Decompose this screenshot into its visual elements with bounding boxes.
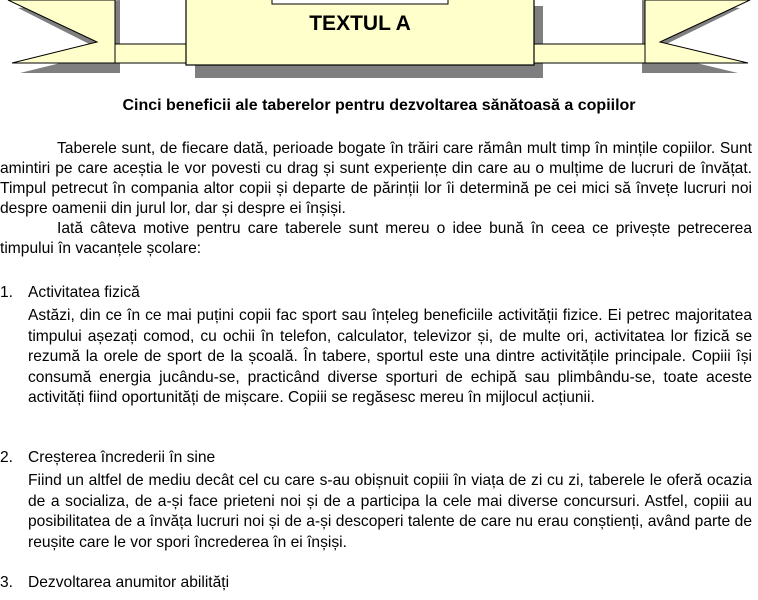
section-title: Dezvoltarea anumitor abilități <box>28 574 230 591</box>
section-number: 3. <box>0 574 14 591</box>
section-title: Creșterea încrederii în sine <box>28 449 216 466</box>
section-number: 1. <box>0 284 14 301</box>
section-heading <box>0 284 140 302</box>
section-heading <box>0 574 229 592</box>
section-number: 2. <box>0 449 14 466</box>
section-heading <box>0 449 215 467</box>
intro-paragraph: Taberele sunt, de fiecare dată, perioade bogate în trăiri care rămân mult timp în mințile copiilor. Sunt amintiri pe care aceștia le vor povesti cu drag și sunt experiențe din care au o mulțime de lucruri de învățat. Timpul petrecut în compania altor copii și departe de părinții lor îi determină pe cei mici să învețe lucruri noi despre oamenii din jurul lor, dar și despre ei înșiși. <box>0 140 752 217</box>
article-title: Cinci beneficii ale taberelor pentru dezvoltarea sănătoasă a copiilor <box>122 97 636 114</box>
section-body: Fiind un altfel de mediu decât cel cu care s-au obișnuit copiii în viața de zi cu zi, taberele le oferă ocazia de a socializa, de a-și face prieteni noi și de a participa la cele mai diverse concursuri. Astfel, copiii au posibilitatea de a învăța lucruri noi și de a-și descoperi talente de care nu erau conștienți, având parte de reușite care le vor spori încrederea în ei înșiși. <box>28 472 752 551</box>
section-body: Astăzi, din ce în ce mai puțini copii fac sport sau înțeleg beneficiile activității fizice. Ei petrec majoritatea timpului așezați comod, cu ochii în telefon, calculator, televizor și, de multe ori, activitatea lor fizică se rezumă la orele de sport de la școală. În tabere, sportul este una dintre activitățile principale. Copiii își consumă energia jucându-se, practicând diverse sporturi de echipă sau plimbându-se, toate aceste activități fiind oportunități de mișcare. Copiii se regăsesc mereu în mijlocul acțiunii. <box>28 307 752 406</box>
banner-title: TEXTUL A <box>309 12 411 35</box>
intro-paragraph: Iată câteva motive pentru care taberele sunt mereu o idee bună în ceea ce privește petrecerea timpului în vacanțele școlare: <box>0 220 752 257</box>
article-intro <box>0 139 752 259</box>
section-title: Activitatea fizică <box>28 284 140 301</box>
